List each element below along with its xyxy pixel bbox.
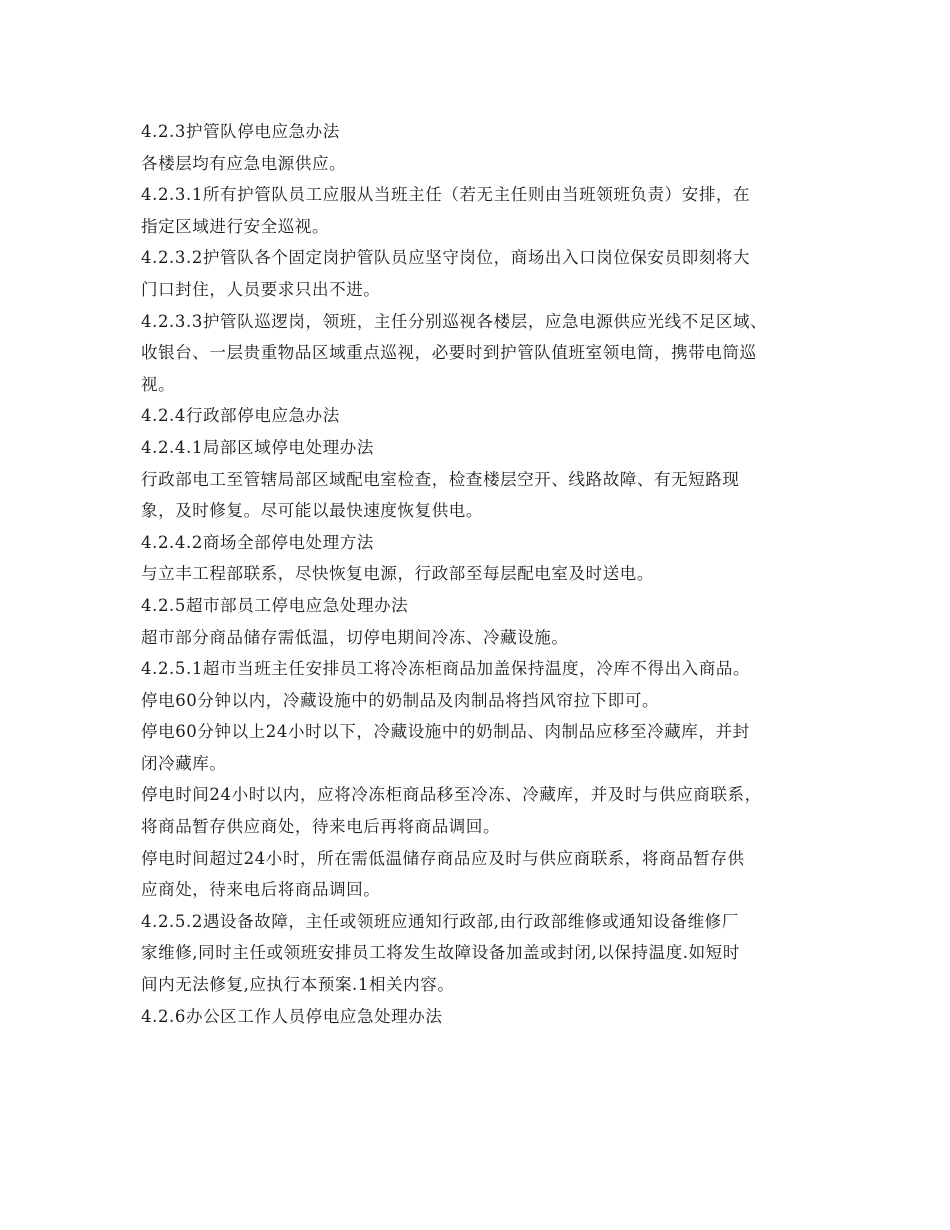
text-line: 4.2.3.2护管队各个固定岗护管队员应坚守岗位，商场出入口岗位保安员即刻将大 bbox=[141, 248, 751, 268]
text-line: 4.2.5.1超市当班主任安排员工将冷冻柜商品加盖保持温度，冷库不得出入商品。 bbox=[141, 659, 751, 679]
text-line: 将商品暂存供应商处，待来电后再将商品调回。 bbox=[141, 817, 501, 837]
text-line: 4.2.4.1局部区域停电处理办法 bbox=[141, 437, 374, 457]
text-line: 各楼层均有应急电源供应。 bbox=[141, 153, 347, 173]
text-line: 4.2.5超市部员工停电应急处理办法 bbox=[141, 595, 409, 615]
text-line: 超市部分商品储存需低温，切停电期间冷冻、冷藏设施。 bbox=[141, 627, 569, 647]
text-line: 4.2.5.2遇设备故障，主任或领班应通知行政部,由行政部维修或通知设备维修厂 bbox=[141, 911, 739, 931]
text-line: 行政部电工至管辖局部区域配电室检查，检查楼层空开、线路故障、有无短路现 bbox=[141, 469, 740, 489]
text-line: 停电时间超过24小时，所在需低温储存商品应及时与供应商联系，将商品暂存供 bbox=[141, 848, 745, 868]
text-line: 4.2.3护管队停电应急办法 bbox=[141, 122, 340, 141]
text-line: 收银台、一层贵重物品区域重点巡视，必要时到护管队值班室领电筒，携带电筒巡 bbox=[141, 343, 757, 363]
text-line: 家维修,同时主任或领班安排员工将发生故障设备加盖或封闭,以保持温度.如短时 bbox=[141, 943, 740, 963]
document-body bbox=[141, 116, 821, 1032]
text-line: 象，及时修复。尽可能以最快速度恢复供电。 bbox=[141, 501, 483, 521]
text-line: 闭冷藏库。 bbox=[141, 753, 227, 773]
text-line: 4.2.3.3护管队巡逻岗，领班，主任分别巡视各楼层，应急电源供应光线不足区域、 bbox=[141, 311, 768, 331]
text-line: 间内无法修复,应执行本预案.1相关内容。 bbox=[141, 975, 455, 995]
text-line: 指定区域进行安全巡视。 bbox=[141, 216, 330, 236]
text-line: 4.2.6办公区工作人员停电应急处理办法 bbox=[141, 1006, 443, 1026]
text-line: 4.2.4.2商场全部停电处理方法 bbox=[141, 532, 374, 552]
text-line: 4.2.3.1所有护管队员工应服从当班主任（若无主任则由当班领班负责）安排，在 bbox=[141, 185, 751, 205]
text-line: 4.2.4行政部停电应急办法 bbox=[141, 406, 340, 426]
text-line: 与立丰工程部联系，尽快恢复电源，行政部至每层配电室及时送电。 bbox=[141, 564, 654, 584]
text-line: 视。 bbox=[141, 374, 176, 394]
text-line: 停电时间24小时以内，应将冷冻柜商品移至冷冻、冷藏库，并及时与供应商联系， bbox=[141, 785, 762, 805]
text-line: 停电60分钟以内，冷藏设施中的奶制品及肉制品将挡风帘拉下即可。 bbox=[141, 690, 660, 710]
text-line: 停电60分钟以上24小时以下，冷藏设施中的奶制品、肉制品应移至冷藏库，并封 bbox=[141, 722, 750, 742]
text-line: 应商处，待来电后将商品调回。 bbox=[141, 880, 381, 900]
text-line: 门口封住，人员要求只出不进。 bbox=[141, 279, 381, 299]
